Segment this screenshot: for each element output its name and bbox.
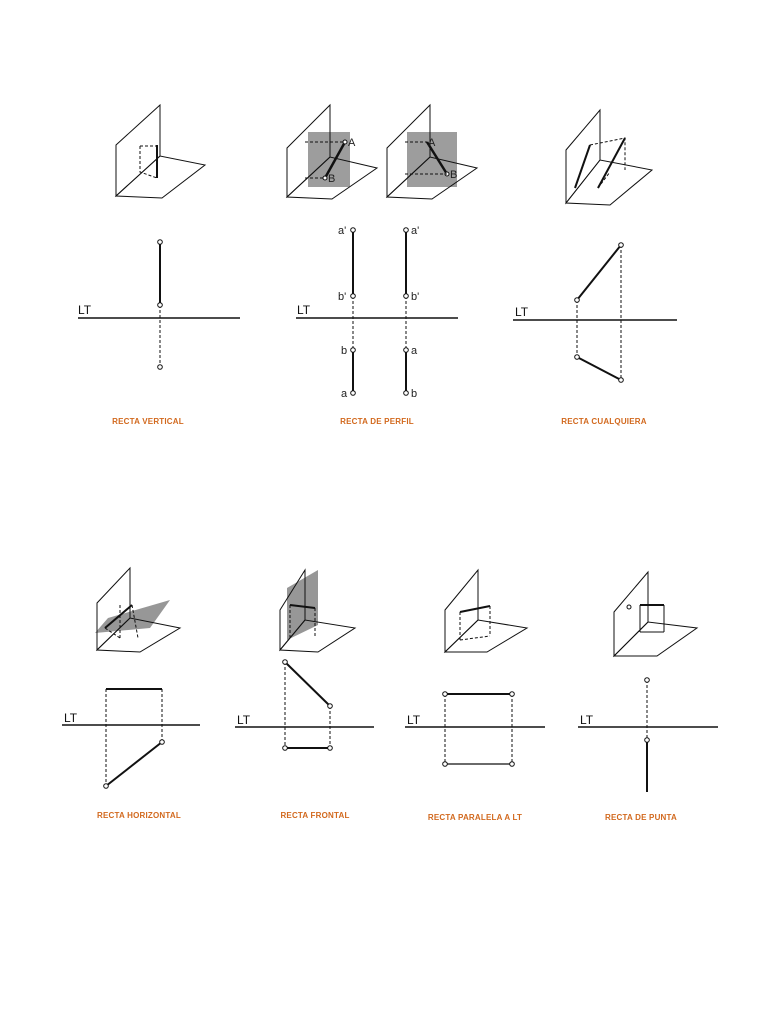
caption-recta-cualquiera: RECTA CUALQUIERA	[561, 417, 647, 426]
point-marker	[510, 762, 515, 767]
caption-recta-paralela: RECTA PARALELA A LT	[427, 813, 523, 822]
caption-recta-horizontal: RECTA HORIZONTAL	[97, 811, 181, 820]
horizontal-projection	[106, 742, 162, 786]
point-label-A: A	[348, 137, 356, 149]
point-B-marker	[323, 176, 327, 180]
iso-recta-paralela	[445, 570, 527, 652]
point-label-a: a	[341, 388, 348, 400]
space-line	[460, 606, 490, 612]
caption-recta-frontal: RECTA FRONTAL	[280, 811, 350, 820]
vertical-projection	[577, 245, 621, 300]
point-label-a-prime: a'	[411, 225, 420, 237]
iso-recta-punta	[614, 572, 697, 656]
point-marker	[283, 746, 288, 751]
ortho-recta-vertical	[78, 240, 240, 370]
point-marker	[627, 605, 631, 609]
point-marker	[158, 365, 163, 370]
lt-label: LT	[407, 713, 421, 727]
lt-label: LT	[78, 303, 92, 317]
point-marker	[158, 240, 163, 245]
point-label-A: A	[428, 137, 436, 149]
ortho-recta-perfil	[296, 228, 458, 396]
iso-recta-frontal	[280, 570, 355, 652]
horizontal-plane	[116, 156, 205, 198]
projector-lines	[640, 605, 664, 632]
point-label-a: a	[411, 345, 418, 357]
point-marker	[404, 391, 409, 396]
vertical-plane	[614, 572, 648, 656]
point-label-b-prime: b'	[338, 291, 347, 303]
caption-recta-punta: RECTA DE PUNTA	[605, 813, 677, 822]
point-marker	[351, 391, 356, 396]
point-marker	[160, 740, 165, 745]
point-marker	[158, 303, 163, 308]
point-label-B: B	[328, 173, 336, 185]
caption-recta-perfil: RECTA DE PERFIL	[340, 417, 414, 426]
point-marker	[351, 228, 356, 233]
ortho-recta-paralela	[405, 692, 545, 767]
point-marker	[283, 660, 288, 665]
point-label-b-prime: b'	[411, 291, 420, 303]
space-line	[598, 138, 625, 188]
ortho-recta-frontal	[235, 660, 374, 751]
point-marker	[443, 692, 448, 697]
horizontal-plane	[445, 620, 527, 652]
point-marker	[404, 348, 409, 353]
point-marker	[575, 298, 580, 303]
horizontal-projection	[577, 357, 621, 380]
point-marker	[510, 692, 515, 697]
iso-recta-cualquiera	[566, 110, 652, 205]
lt-label: LT	[64, 711, 78, 725]
point-A-marker	[343, 140, 347, 144]
point-marker	[575, 355, 580, 360]
iso-recta-perfil-2	[387, 105, 477, 199]
point-marker	[104, 784, 109, 789]
point-marker	[351, 348, 356, 353]
point-marker	[645, 678, 650, 683]
horizontal-plane	[614, 622, 697, 656]
point-marker	[351, 294, 356, 299]
point-marker	[619, 378, 624, 383]
iso-recta-horizontal	[95, 568, 180, 652]
vertical-plane	[97, 568, 130, 650]
point-label-a-prime: a'	[338, 225, 347, 237]
projector-lines	[590, 138, 625, 188]
point-marker	[404, 294, 409, 299]
point-marker	[328, 704, 333, 709]
point-marker	[404, 228, 409, 233]
point-label-b: b	[341, 345, 348, 357]
point-marker	[619, 243, 624, 248]
lt-label: LT	[237, 713, 251, 727]
point-marker	[328, 746, 333, 751]
vertical-projection	[285, 662, 330, 706]
caption-recta-vertical: RECTA VERTICAL	[112, 417, 184, 426]
projector-lines	[140, 146, 157, 178]
ortho-recta-horizontal	[62, 689, 200, 788]
ortho-recta-cualquiera	[513, 243, 677, 383]
point-marker	[645, 738, 650, 743]
lt-label: LT	[297, 303, 311, 317]
lt-label: LT	[515, 305, 529, 319]
point-label-b: b	[411, 388, 418, 400]
lt-label: LT	[580, 713, 594, 727]
vertical-plane	[566, 110, 600, 203]
ortho-recta-punta	[578, 678, 718, 792]
iso-recta-vertical	[116, 105, 205, 198]
vertical-plane	[116, 105, 160, 196]
point-label-B: B	[450, 169, 458, 181]
point-marker	[443, 762, 448, 767]
